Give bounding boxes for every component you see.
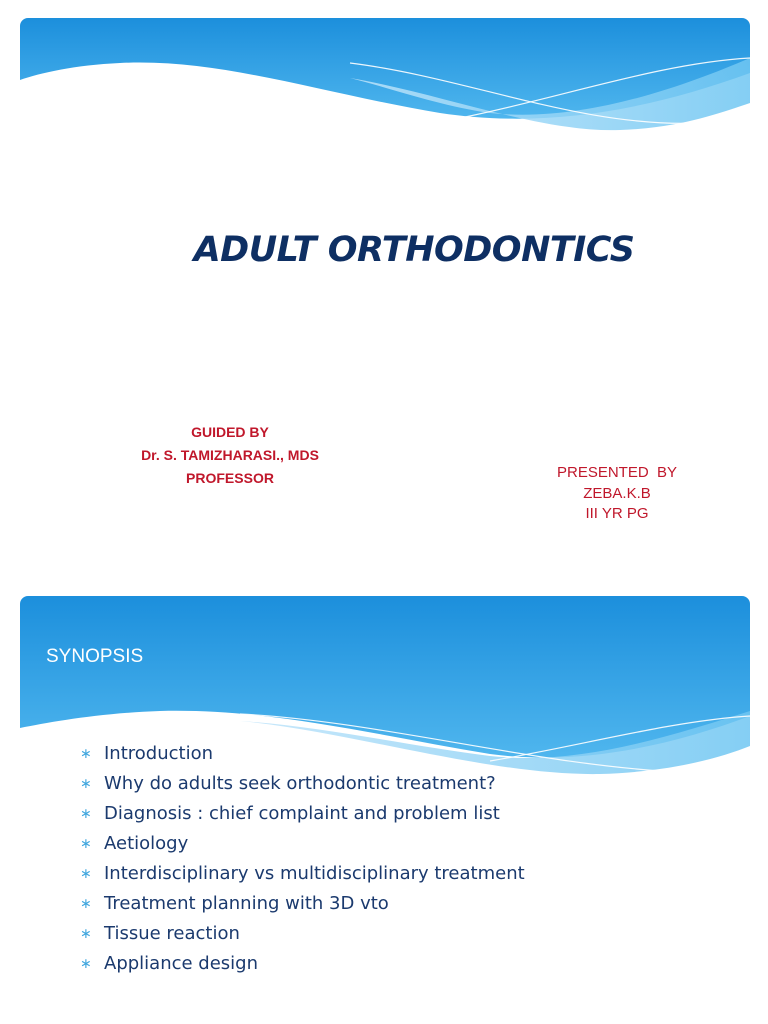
presented-by-block	[527, 463, 707, 525]
list-item: ∗ Appliance design	[80, 949, 525, 979]
presenter-year: III YR PG	[585, 505, 649, 522]
asterisk-bullet-icon: ∗	[80, 836, 92, 852]
list-item: ∗ Aetiology	[80, 829, 525, 859]
guided-by-label: GUIDED BY	[191, 424, 269, 440]
synopsis-slide	[20, 596, 750, 1006]
list-item: ∗ Interdisciplinary vs multidisciplinary treatment	[80, 859, 525, 889]
asterisk-bullet-icon: ∗	[80, 896, 92, 912]
guide-name: Dr. S. TAMIZHARASI., MDS	[141, 447, 319, 463]
list-item: ∗ Introduction	[80, 739, 525, 769]
guided-by-block	[115, 421, 345, 490]
list-item: ∗ Tissue reaction	[80, 919, 525, 949]
asterisk-bullet-icon: ∗	[80, 806, 92, 822]
wave-header-decoration	[20, 18, 750, 138]
slide-heading: SYNOPSIS	[46, 646, 144, 667]
list-item: ∗ Why do adults seek orthodontic treatment?	[80, 769, 525, 799]
asterisk-bullet-icon: ∗	[80, 746, 92, 762]
asterisk-bullet-icon: ∗	[80, 926, 92, 942]
list-item: ∗ Diagnosis : chief complaint and problem list	[80, 799, 525, 829]
guide-designation: PROFESSOR	[186, 470, 274, 486]
asterisk-bullet-icon: ∗	[80, 776, 92, 792]
title-slide	[20, 18, 750, 573]
asterisk-bullet-icon: ∗	[80, 866, 92, 882]
asterisk-bullet-icon: ∗	[80, 956, 92, 972]
presentation-title: ADULT ORTHODONTICS	[193, 230, 635, 270]
list-item: ∗ Treatment planning with 3D vto	[80, 889, 525, 919]
synopsis-list	[80, 739, 525, 979]
presenter-name: ZEBA.K.B	[583, 484, 651, 502]
presented-by-label: PRESENTED BY	[556, 464, 678, 481]
